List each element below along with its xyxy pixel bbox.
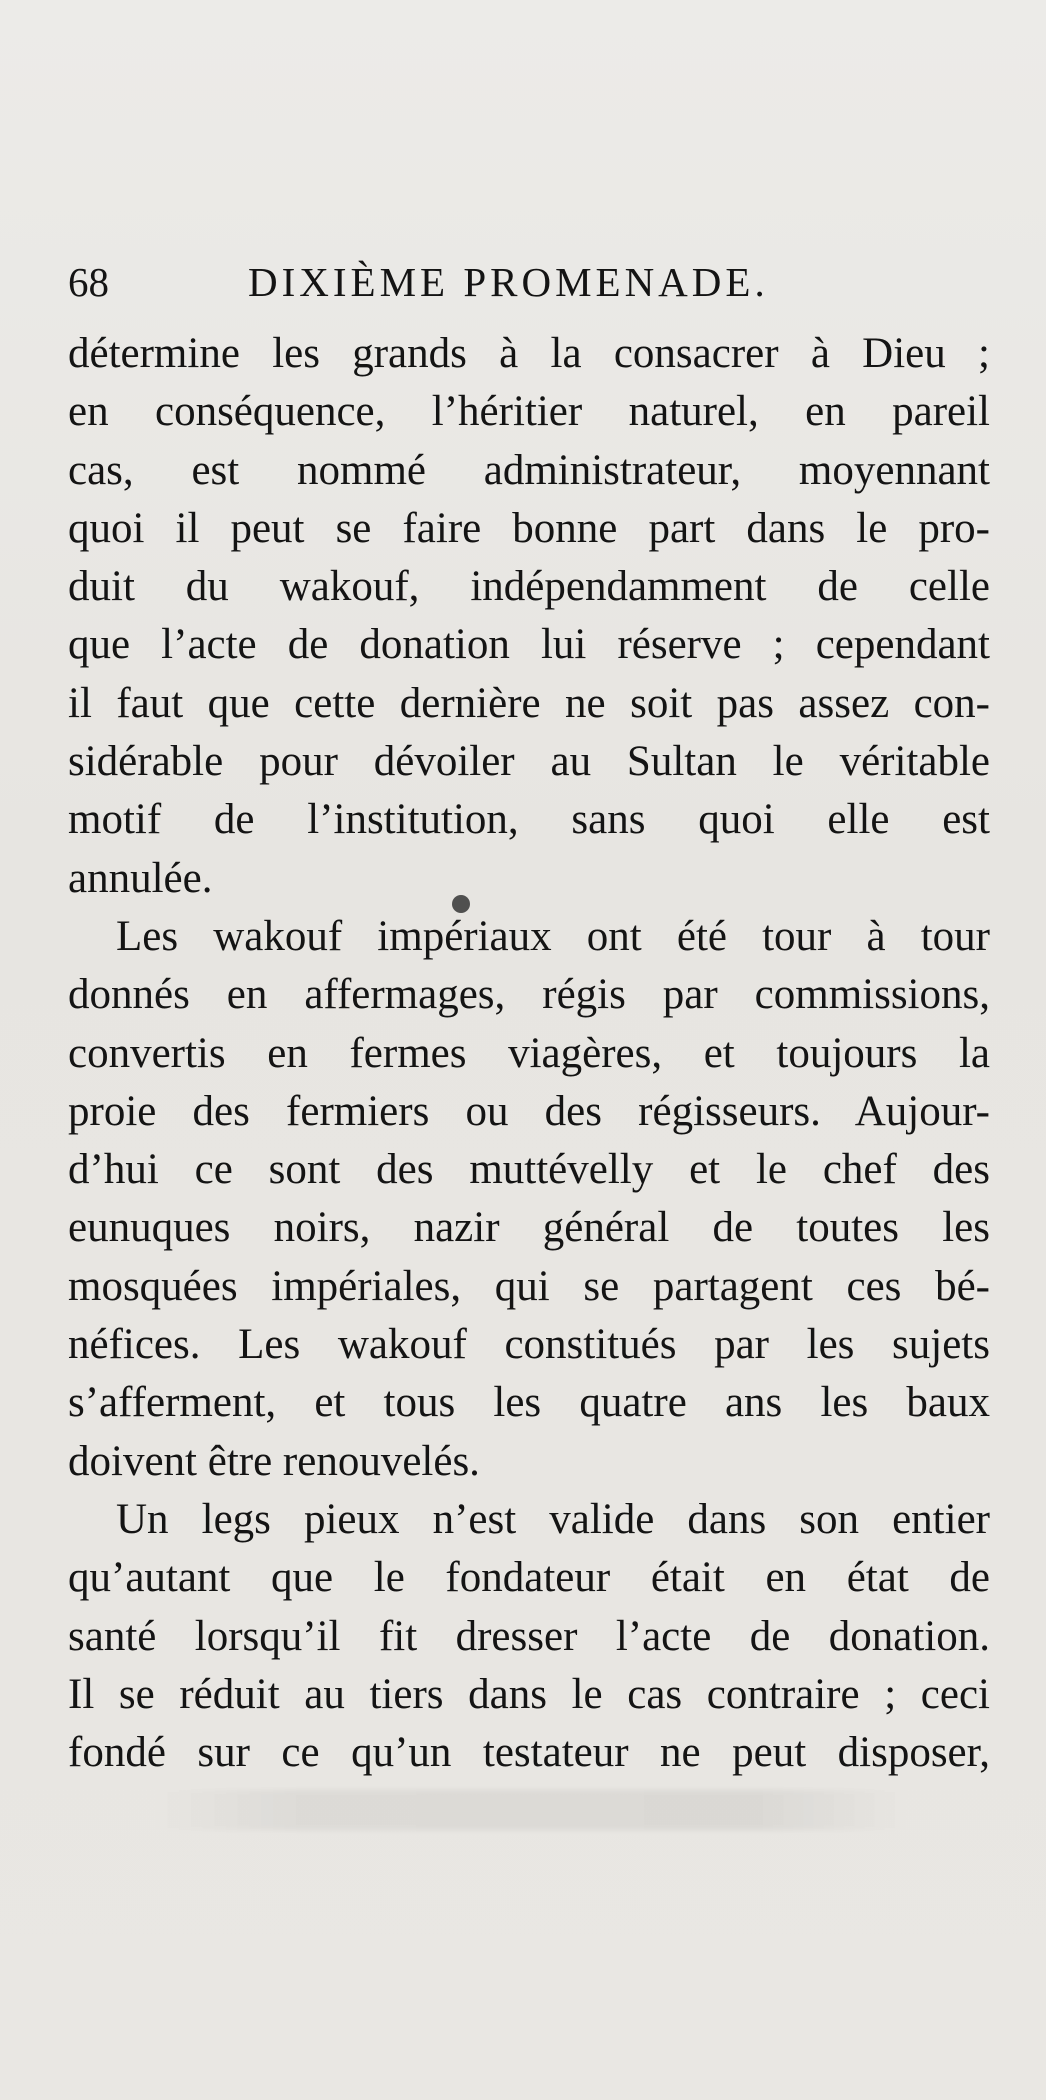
text-line: donnés en affermages, régis par commissions, — [68, 971, 990, 1019]
text-line: motif de l’institution, sans quoi elle est — [68, 796, 990, 844]
running-title: DIXIÈME PROMENADE. — [248, 259, 769, 305]
text-line: détermine les grands à la consacrer à Dieu ; — [68, 330, 990, 377]
text-line: d’hui ce sont des muttévelly et le chef des — [68, 1146, 990, 1194]
paragraph — [68, 908, 990, 1491]
show-through-shadow — [150, 1790, 910, 1830]
body-text — [68, 325, 990, 1782]
text-line: duit du wakouf, indépendamment de celle — [68, 563, 990, 611]
text-line: cas, est nommé administrateur, moyennant — [68, 446, 990, 494]
paragraph — [68, 325, 990, 908]
text-line: fondé sur ce qu’un testateur ne peut disposer, — [68, 1729, 990, 1777]
text-line: Les wakouf impériaux ont été tour à tour — [116, 912, 990, 960]
page-number: 68 — [68, 259, 109, 305]
text-line: convertis en fermes viagères, et toujours la — [68, 1029, 990, 1077]
text-line: néfices. Les wakouf constitués par les sujets — [68, 1321, 990, 1369]
text-line: proie des fermiers ou des régisseurs. Aujour- — [68, 1087, 990, 1135]
text-line: s’afferment, et tous les quatre ans les baux — [68, 1379, 990, 1427]
text-line: Un legs pieux n’est valide dans son entier — [116, 1495, 990, 1543]
text-line: doivent être renouvelés. — [68, 1437, 480, 1485]
text-line: santé lorsqu’il fit dresser l’acte de donation. — [68, 1612, 990, 1660]
text-line: qu’autant que le fondateur était en état de — [68, 1554, 990, 1602]
text-line: annulée. — [68, 854, 213, 902]
page-header — [68, 252, 788, 312]
text-line: en conséquence, l’héritier naturel, en pareil — [68, 388, 990, 436]
text-line: quoi il peut se faire bonne part dans le pro- — [68, 504, 990, 552]
text-line: eunuques noirs, nazir général de toutes les — [68, 1204, 990, 1252]
text-line: Il se réduit au tiers dans le cas contraire ; ceci — [68, 1670, 990, 1718]
ink-speck — [452, 895, 470, 913]
text-line: il faut que cette dernière ne soit pas assez con- — [68, 679, 990, 727]
text-line: sidérable pour dévoiler au Sultan le véritable — [68, 738, 990, 786]
text-line: mosquées impériales, qui se partagent ces bé- — [68, 1262, 990, 1310]
paragraph — [68, 1491, 990, 1782]
text-line: que l’acte de donation lui réserve ; cependant — [68, 621, 990, 669]
